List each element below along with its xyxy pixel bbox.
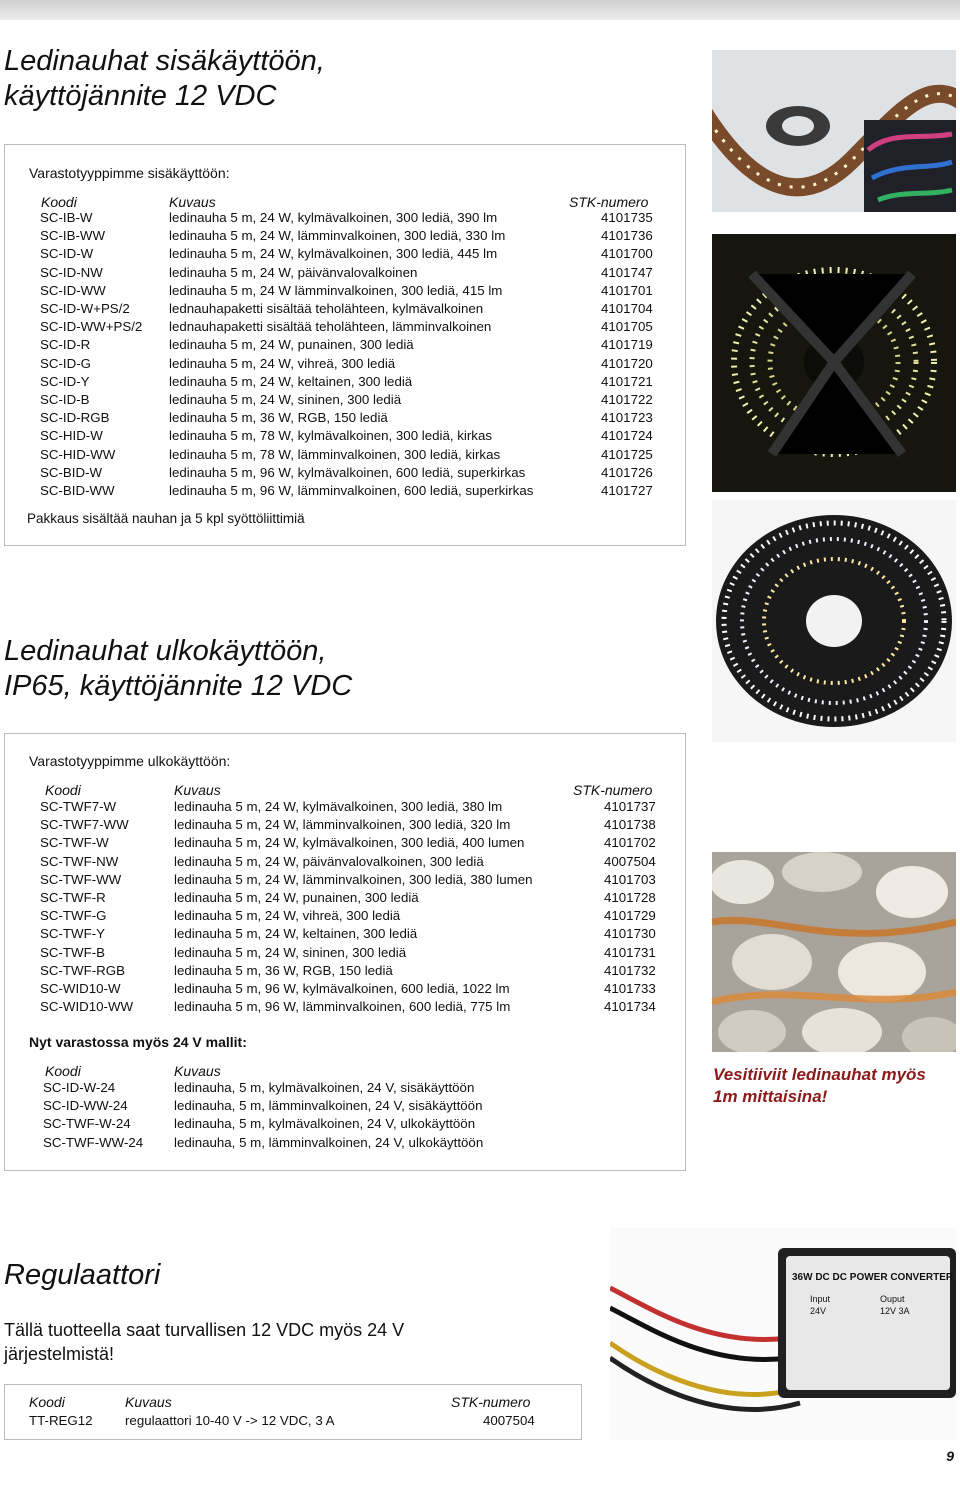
- cell-stk: 4007504: [604, 853, 656, 869]
- cell-stk: 4101703: [604, 871, 656, 887]
- header-stk: STK-numero: [451, 1394, 531, 1410]
- cell-desc: ledinauha 5 m, 78 W, lämminvalkoinen, 300 lediä, kirkas: [169, 446, 501, 462]
- cell-code: SC-TWF-R: [40, 890, 106, 905]
- cell-stk: 4101701: [601, 282, 653, 298]
- header-desc: Kuvaus: [174, 1063, 221, 1079]
- cell-code: SC-ID-W+PS/2: [40, 301, 130, 316]
- section1-title-line1: Ledinauhat sisäkäyttöön,: [4, 45, 325, 77]
- cell-desc: regulaattori 10-40 V -> 12 VDC, 3 A: [125, 1413, 335, 1428]
- cell-code: SC-TWF7-W: [40, 799, 117, 814]
- cell-desc: ledinauha, 5 m, kylmävalkoinen, 24 V, ulkokäyttöön: [174, 1116, 476, 1132]
- converter-label-output: Ouput: [880, 1294, 905, 1304]
- indoor-table-label: Varastotyyppimme sisäkäyttöön:: [29, 165, 230, 181]
- cell-code: SC-TWF-W-24: [43, 1116, 131, 1132]
- cell-stk: 4101733: [604, 981, 656, 996]
- regulator-intro-line2: järjestelmistä!: [4, 1344, 115, 1364]
- regulator-table-box: [4, 1384, 582, 1440]
- cell-desc: ledinauha 5 m, 24 W, punainen, 300 lediä: [174, 890, 419, 905]
- cell-stk: 4101700: [601, 246, 653, 262]
- cell-desc: ledinauha 5 m, 24 W, lämminvalkoinen, 300 lediä, 330 lm: [169, 228, 506, 244]
- top-gradient-bar: [0, 0, 960, 20]
- cell-stk: 4101738: [604, 817, 656, 833]
- cell-stk: 4101721: [601, 373, 653, 389]
- led-strip-photo-1: [712, 50, 956, 212]
- cell-code: SC-ID-G: [40, 355, 91, 371]
- converter-label-input-v: 24V: [810, 1306, 827, 1316]
- cell-code: SC-WID10-WW: [40, 999, 134, 1015]
- cell-stk: 4101705: [601, 319, 653, 335]
- cell-code: SC-ID-B: [40, 392, 90, 407]
- cell-code: SC-ID-R: [40, 337, 91, 353]
- cell-code: SC-BID-WW: [40, 483, 115, 498]
- header-desc: Kuvaus: [174, 782, 221, 798]
- outdoor-table-box: [4, 733, 686, 1171]
- cell-code: SC-IB-WW: [40, 228, 105, 244]
- cell-code: SC-ID-RGB: [40, 410, 110, 426]
- cell-code: SC-ID-WW+PS/2: [40, 319, 143, 335]
- led-reel-white-photo: [712, 500, 956, 742]
- cell-desc: ledinauha 5 m, 96 W, kylmävalkoinen, 600 lediä, superkirkas: [169, 464, 526, 480]
- section1-title-line2: käyttöjännite 12 VDC: [4, 80, 277, 112]
- cell-desc: ledinauha 5 m, 24 W, lämminvalkoinen, 300 lediä, 380 lumen: [174, 871, 533, 887]
- header-code: Koodi: [45, 782, 81, 798]
- cell-desc: ledinauha 5 m, 24 W, lämminvalkoinen, 300 lediä, 320 lm: [174, 817, 511, 833]
- cell-stk: 4101737: [604, 799, 656, 814]
- cell-stk: 4101735: [601, 210, 653, 225]
- cell-code: SC-TWF-WW: [40, 871, 122, 887]
- cell-code: TT-REG12: [29, 1413, 93, 1428]
- led-strip-stones-photo: [712, 852, 956, 1052]
- cell-desc: ledinauha 5 m, 24 W, sininen, 300 lediä: [174, 944, 407, 960]
- cell-code: SC-ID-W-24: [43, 1080, 116, 1095]
- cell-stk: 4101729: [604, 908, 656, 924]
- cell-stk: 4101732: [604, 962, 656, 978]
- promo-line1: Vesitiiviit ledinauhat myös: [713, 1065, 926, 1084]
- cell-desc: ledinauha 5 m, 78 W, kylmävalkoinen, 300 lediä, kirkas: [169, 428, 492, 444]
- cell-code: SC-ID-NW: [40, 264, 103, 280]
- cell-code: SC-TWF-NW: [40, 853, 119, 869]
- cell-code: SC-TWF-Y: [40, 926, 105, 942]
- header-desc: Kuvaus: [125, 1394, 172, 1410]
- cell-stk: 4101720: [601, 355, 653, 371]
- cell-desc: ledinauha 5 m, 24 W, kylmävalkoinen, 300 lediä, 445 lm: [169, 246, 498, 262]
- section1-title: [4, 44, 325, 114]
- regulator-photo: [610, 1228, 956, 1440]
- cell-desc: ledinauha 5 m, 24 W lämminvalkoinen, 300 lediä, 415 lm: [169, 282, 503, 298]
- cell-desc: ledinauha, 5 m, lämminvalkoinen, 24 V, sisäkäyttöön: [174, 1098, 483, 1114]
- cell-stk: 4007504: [483, 1413, 535, 1428]
- led-reel-warm-photo: [712, 234, 956, 492]
- cell-desc: ledinauha 5 m, 24 W, kylmävalkoinen, 300 lediä, 390 lm: [169, 210, 498, 225]
- cell-code: SC-HID-W: [40, 428, 103, 444]
- header-code: Koodi: [29, 1394, 65, 1410]
- cell-stk: 4101731: [604, 944, 656, 960]
- cell-stk: 4101722: [601, 392, 653, 407]
- cell-code: SC-HID-WW: [40, 446, 116, 462]
- header-code: Koodi: [45, 1063, 81, 1079]
- cell-code: SC-TWF-G: [40, 908, 107, 924]
- cell-code: SC-ID-W: [40, 246, 94, 262]
- section2-title-line2: IP65, käyttöjännite 12 VDC: [4, 670, 353, 702]
- header-desc: Kuvaus: [169, 194, 216, 210]
- cell-stk: 4101736: [601, 228, 653, 244]
- cell-desc: ledinauha 5 m, 24 W, keltainen, 300 lediä: [169, 373, 413, 389]
- cell-code: SC-BID-W: [40, 464, 103, 480]
- cell-stk: 4101723: [601, 410, 653, 426]
- cell-code: SC-WID10-W: [40, 981, 121, 996]
- cell-stk: 4101727: [601, 483, 653, 498]
- cell-desc: ledinauha, 5 m, kylmävalkoinen, 24 V, sisäkäyttöön: [174, 1080, 475, 1095]
- cell-desc: ledinauha 5 m, 24 W, punainen, 300 lediä: [169, 337, 414, 353]
- cell-code: SC-TWF-B: [40, 944, 105, 960]
- header-code: Koodi: [41, 194, 77, 210]
- cell-code: SC-ID-WW: [40, 282, 106, 298]
- cell-stk: 4101726: [601, 464, 653, 480]
- cell-code: SC-ID-WW-24: [43, 1098, 128, 1114]
- converter-label-title: 36W DC DC POWER CONVERTER: [792, 1272, 954, 1283]
- cell-desc: ledinauha 5 m, 36 W, RGB, 150 lediä: [169, 410, 388, 426]
- cell-desc: lednauhapaketti sisältää teholähteen, lämminvalkoinen: [169, 319, 492, 335]
- outdoor-24v-label: Nyt varastossa myös 24 V mallit:: [29, 1034, 247, 1050]
- cell-desc: ledinauha 5 m, 24 W, sininen, 300 lediä: [169, 392, 402, 407]
- cell-stk: 4101704: [601, 301, 653, 316]
- converter-label-output-v: 12V 3A: [880, 1306, 910, 1316]
- indoor-table-box: [4, 144, 686, 546]
- cell-code: SC-IB-W: [40, 210, 93, 225]
- cell-desc: ledinauha, 5 m, lämminvalkoinen, 24 V, ulkokäyttöön: [174, 1134, 484, 1150]
- cell-desc: ledinauha 5 m, 24 W, vihreä, 300 lediä: [169, 355, 396, 371]
- header-stk: STK-numero: [573, 782, 653, 798]
- cell-stk: 4101730: [604, 926, 656, 942]
- cell-desc: ledinauha 5 m, 36 W, RGB, 150 lediä: [174, 962, 393, 978]
- cell-code: SC-TWF-RGB: [40, 962, 125, 978]
- cell-desc: lednauhapaketti sisältää teholähteen, kylmävalkoinen: [169, 301, 484, 316]
- cell-code: SC-TWF-W: [40, 835, 109, 851]
- cell-desc: ledinauha 5 m, 24 W, kylmävalkoinen, 300 lediä, 380 lm: [174, 799, 503, 814]
- regulator-intro-line1: Tällä tuotteella saat turvallisen 12 VDC myös 24 V: [4, 1320, 405, 1340]
- cell-desc: ledinauha 5 m, 24 W, päivänvalovalkoinen, 300 lediä: [174, 853, 484, 869]
- header-stk: STK-numero: [569, 194, 649, 210]
- outdoor-table-label: Varastotyyppimme ulkokäyttöön:: [29, 753, 231, 769]
- page-number: 9: [946, 1448, 954, 1464]
- cell-stk: 4101719: [601, 337, 653, 353]
- cell-stk: 4101734: [604, 999, 656, 1015]
- promo-line2: 1m mittaisina!: [713, 1087, 828, 1106]
- cell-desc: ledinauha 5 m, 24 W, keltainen, 300 lediä: [174, 926, 418, 942]
- cell-desc: ledinauha 5 m, 24 W, vihreä, 300 lediä: [174, 908, 401, 924]
- section2-title-line1: Ledinauhat ulkokäyttöön,: [4, 635, 327, 667]
- converter-label-input: Input: [810, 1294, 831, 1304]
- cell-code: SC-ID-Y: [40, 373, 90, 389]
- cell-desc: ledinauha 5 m, 24 W, kylmävalkoinen, 300 lediä, 400 lumen: [174, 835, 525, 851]
- regulator-intro: [4, 1318, 404, 1366]
- cell-desc: ledinauha 5 m, 96 W, kylmävalkoinen, 600 lediä, 1022 lm: [174, 981, 510, 996]
- section3-title: Regulaattori: [4, 1259, 161, 1291]
- promo-text: [713, 1064, 926, 1108]
- cell-stk: 4101728: [604, 890, 656, 905]
- cell-desc: ledinauha 5 m, 24 W, päivänvalovalkoinen: [169, 264, 418, 280]
- cell-stk: 4101724: [601, 428, 653, 444]
- cell-code: SC-TWF-WW-24: [43, 1134, 144, 1150]
- indoor-note: Pakkaus sisältää nauhan ja 5 kpl syöttöliittimiä: [27, 511, 305, 526]
- cell-desc: ledinauha 5 m, 96 W, lämminvalkoinen, 600 lediä, superkirkas: [169, 483, 534, 498]
- cell-code: SC-TWF7-WW: [40, 817, 129, 833]
- cell-stk: 4101747: [601, 264, 653, 280]
- cell-desc: ledinauha 5 m, 96 W, lämminvalkoinen, 600 lediä, 775 lm: [174, 999, 511, 1015]
- cell-stk: 4101725: [601, 446, 653, 462]
- cell-stk: 4101702: [604, 835, 656, 851]
- section2-title: [4, 634, 352, 704]
